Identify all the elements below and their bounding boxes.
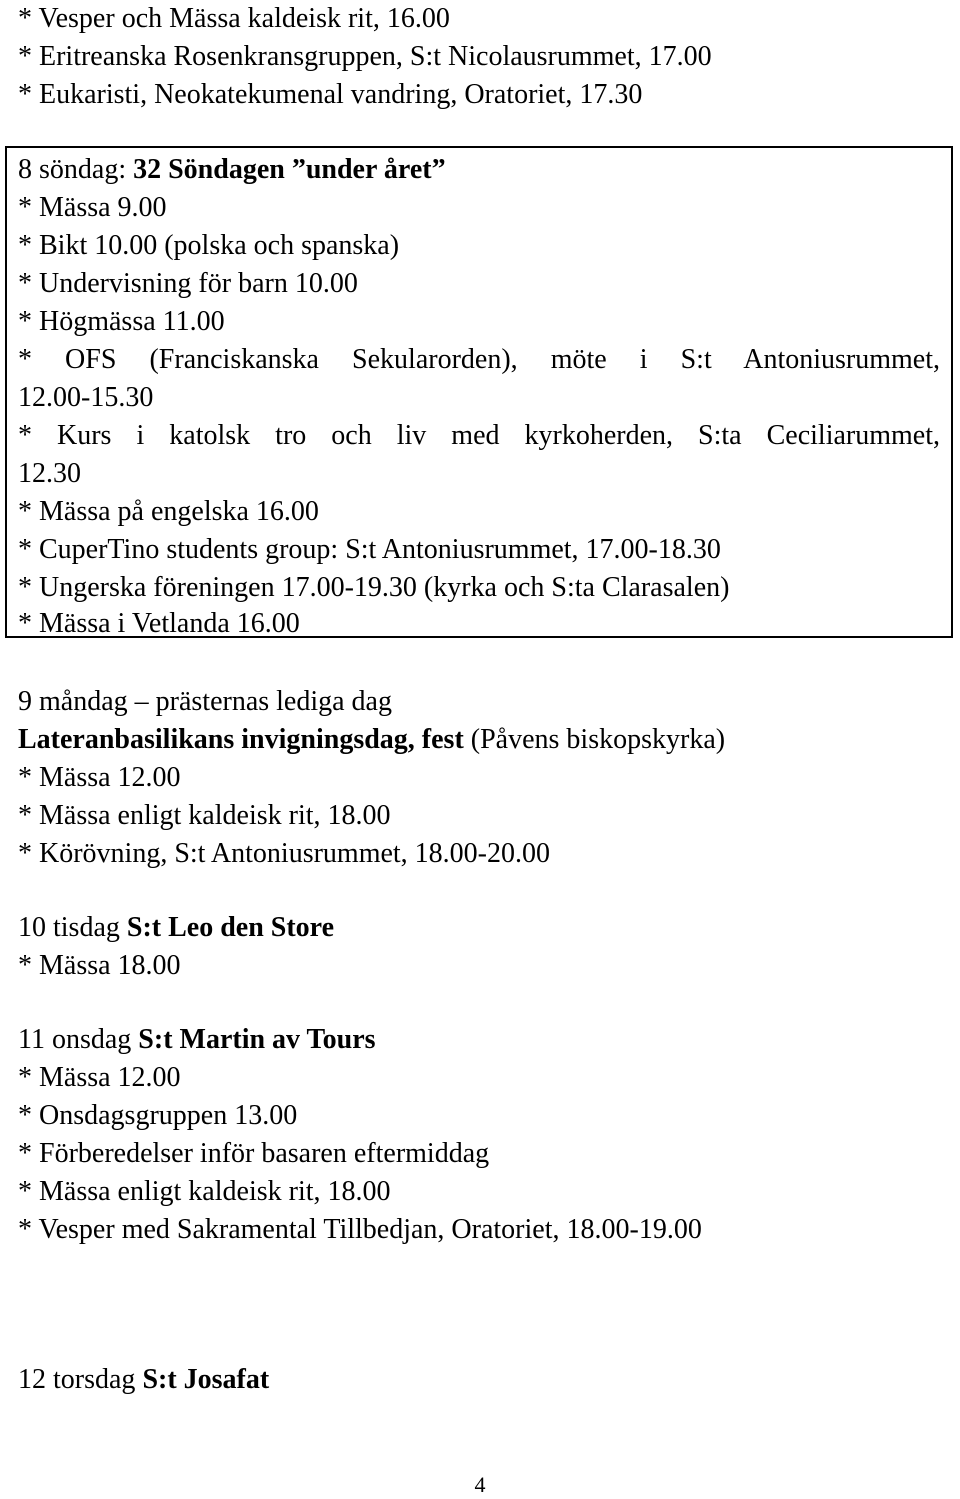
day10-prefix: 10 tisdag xyxy=(18,912,127,943)
day8-item: * Undervisning för barn 10.00 xyxy=(18,268,358,299)
day8-prefix: 8 söndag: xyxy=(18,154,134,185)
day11-heading xyxy=(18,1021,376,1059)
day9-feast-note: (Påvens biskopskyrka) xyxy=(463,724,726,755)
day8-item: * Kurs i katolsk tro och liv med kyrkoherden, S:ta Ceciliarummet, xyxy=(18,420,940,451)
day11-item: * Förberedelser inför basaren eftermiddag xyxy=(18,1138,490,1169)
top-line-3: * Eukaristi, Neokatekumenal vandring, Oratoriet, 17.30 xyxy=(18,79,643,110)
day9-heading: 9 måndag – prästernas lediga dag xyxy=(18,686,392,717)
day8-item: * Mässa på engelska 16.00 xyxy=(18,496,319,527)
day8-title: 32 Söndagen ”under året” xyxy=(133,154,446,185)
day11-item: * Mässa 12.00 xyxy=(18,1062,181,1093)
day8-item: * Ungerska föreningen 17.00-19.30 (kyrka och S:ta Clarasalen) xyxy=(18,572,730,603)
day11-item: * Mässa enligt kaldeisk rit, 18.00 xyxy=(18,1176,391,1207)
page-number: 4 xyxy=(474,1472,486,1497)
day8-item: * Mässa 9.00 xyxy=(18,192,167,223)
day9-feast-line xyxy=(18,721,725,759)
top-line-1: * Vesper och Mässa kaldeisk rit, 16.00 xyxy=(18,3,450,34)
day12-prefix: 12 torsdag xyxy=(18,1364,143,1395)
day12-title: S:t Josafat xyxy=(142,1364,270,1395)
day9-item: * Körövning, S:t Antoniusrummet, 18.00-20.00 xyxy=(18,838,550,869)
day12-heading xyxy=(18,1361,269,1399)
day9-item: * Mässa 12.00 xyxy=(18,762,181,793)
day10-title: S:t Leo den Store xyxy=(126,912,335,943)
day8-item: 12.00-15.30 xyxy=(18,382,154,413)
day8-heading xyxy=(18,151,446,189)
day8-item: * Högmässa 11.00 xyxy=(18,306,225,337)
day8-item: * CuperTino students group: S:t Antoniusrummet, 17.00-18.30 xyxy=(18,534,721,565)
day9-feast: Lateranbasilikans invigningsdag, fest xyxy=(18,724,464,755)
day8-item: * OFS (Franciskanska Sekularorden), möte i S:t Antoniusrummet, xyxy=(18,344,940,375)
day8-item: * Mässa i Vetlanda 16.00 xyxy=(18,608,300,639)
day11-item: * Onsdagsgruppen 13.00 xyxy=(18,1100,298,1131)
day8-item: * Bikt 10.00 (polska och spanska) xyxy=(18,230,400,261)
day10-item: * Mässa 18.00 xyxy=(18,950,181,981)
day11-title: S:t Martin av Tours xyxy=(138,1024,376,1055)
day10-heading xyxy=(18,909,334,947)
day9-item: * Mässa enligt kaldeisk rit, 18.00 xyxy=(18,800,391,831)
day11-prefix: 11 onsdag xyxy=(18,1024,139,1055)
day11-item: * Vesper med Sakramental Tillbedjan, Oratoriet, 18.00-19.00 xyxy=(18,1214,702,1245)
day8-item: 12.30 xyxy=(18,458,81,489)
top-line-2: * Eritreanska Rosenkransgruppen, S:t Nicolausrummet, 17.00 xyxy=(18,41,712,72)
